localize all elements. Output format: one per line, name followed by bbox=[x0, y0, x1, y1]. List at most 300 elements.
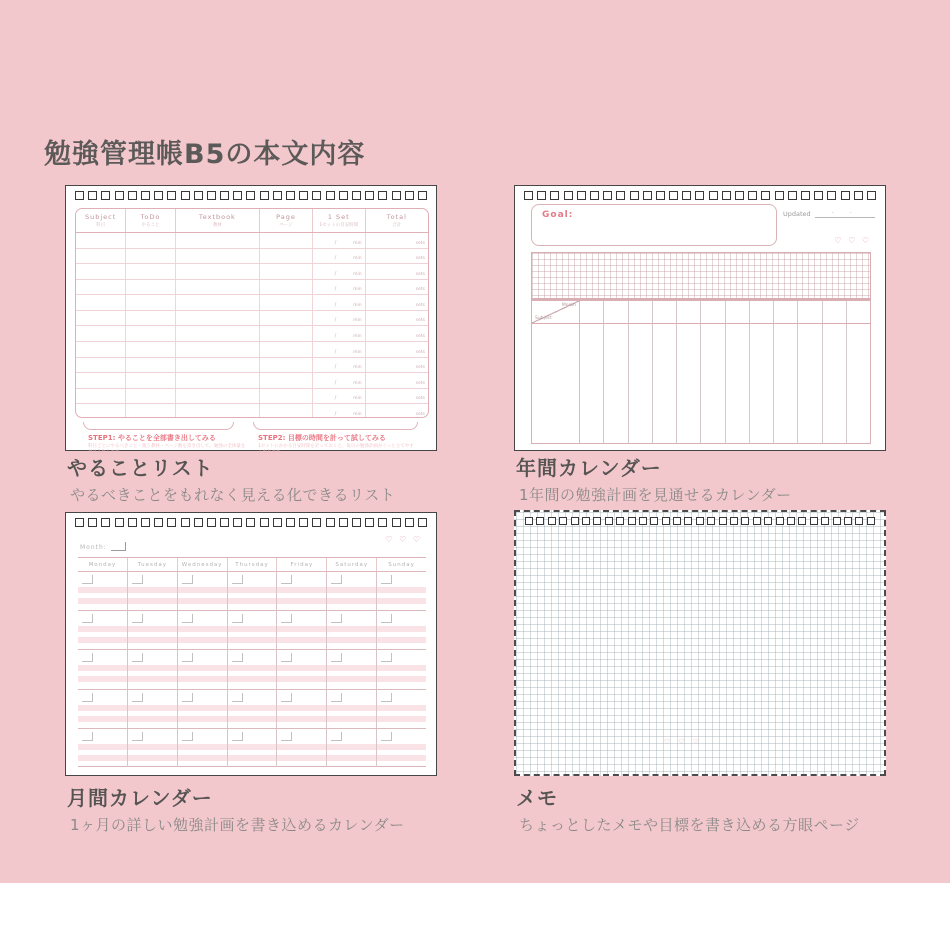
day-cell bbox=[277, 650, 327, 688]
binding-hole bbox=[833, 517, 841, 525]
todo-cell bbox=[126, 389, 175, 404]
binding-hole bbox=[590, 191, 599, 200]
binding-hole bbox=[405, 518, 414, 527]
column-label: Textbook bbox=[198, 213, 236, 221]
todo-cell: sets bbox=[415, 349, 425, 355]
todo-cell bbox=[260, 373, 313, 388]
todo-row bbox=[76, 264, 428, 280]
todo-cell bbox=[260, 295, 313, 310]
date-box bbox=[232, 732, 243, 741]
binding-hole bbox=[339, 191, 348, 200]
date-box bbox=[182, 614, 193, 623]
todo-cell: sets bbox=[415, 271, 425, 277]
binding-hole bbox=[656, 191, 665, 200]
date-box bbox=[182, 693, 193, 702]
binding-hole bbox=[536, 517, 544, 525]
binding-hole bbox=[286, 518, 295, 527]
goal-box bbox=[531, 204, 777, 246]
day-cell bbox=[277, 572, 327, 610]
binding-hole bbox=[801, 191, 810, 200]
todo-table bbox=[75, 208, 429, 418]
todo-cell bbox=[176, 373, 260, 388]
todo-cell bbox=[260, 264, 313, 279]
todo-cell: / min bbox=[313, 233, 366, 248]
column-sublabel: 科目 bbox=[96, 223, 106, 228]
binding-hole bbox=[684, 517, 692, 525]
binding-hole bbox=[246, 191, 255, 200]
binding-hole bbox=[673, 517, 681, 525]
day-cell bbox=[78, 729, 128, 767]
binding-hole bbox=[764, 517, 772, 525]
day-cell bbox=[78, 611, 128, 649]
todo-cell bbox=[126, 342, 175, 357]
binding-hole bbox=[75, 191, 84, 200]
date-box bbox=[132, 693, 143, 702]
month-input-box bbox=[111, 542, 126, 551]
binding-hole bbox=[352, 518, 361, 527]
todo-cell bbox=[76, 249, 126, 264]
binding-hole bbox=[867, 517, 875, 525]
binding-hole bbox=[709, 191, 718, 200]
binding-hole bbox=[326, 518, 335, 527]
binding-hole bbox=[867, 191, 876, 200]
todo-row bbox=[76, 389, 428, 405]
week-row bbox=[78, 611, 426, 650]
day-cell bbox=[377, 611, 426, 649]
todo-cell: / min bbox=[313, 389, 366, 404]
day-cell bbox=[178, 690, 228, 728]
todo-cell bbox=[126, 373, 175, 388]
memo-caption-title: メモ bbox=[516, 786, 558, 810]
binding-hole bbox=[844, 517, 852, 525]
binding-hole bbox=[405, 191, 414, 200]
binding-hole bbox=[299, 191, 308, 200]
date-box bbox=[232, 693, 243, 702]
memo-page-preview bbox=[514, 510, 886, 776]
date-box bbox=[132, 732, 143, 741]
todo-cell bbox=[76, 280, 126, 295]
date-box bbox=[232, 653, 243, 662]
column-label: ToDo bbox=[140, 213, 161, 221]
weekday-label: Saturday bbox=[327, 558, 377, 571]
binding-hole bbox=[775, 191, 784, 200]
binding-hole bbox=[669, 191, 678, 200]
goal-label: Goal: bbox=[542, 210, 574, 220]
todo-cell bbox=[126, 311, 175, 326]
todo-cell bbox=[126, 358, 175, 373]
binding-hole bbox=[220, 191, 229, 200]
todo-cell: sets bbox=[415, 396, 425, 402]
binding-hole bbox=[616, 517, 624, 525]
step2-note: 1セットにかかる目安時間を計っておくと、毎日の勉強計画がぐっと立てやすくなります。 bbox=[258, 444, 414, 455]
todo-cell bbox=[76, 311, 126, 326]
todo-cell: sets bbox=[415, 380, 425, 386]
day-cell bbox=[377, 729, 426, 767]
todo-cell bbox=[260, 280, 313, 295]
binding-hole bbox=[181, 518, 190, 527]
todo-cell bbox=[176, 326, 260, 341]
week-row bbox=[78, 650, 426, 689]
todo-cell bbox=[76, 264, 126, 279]
day-cell bbox=[228, 611, 278, 649]
binding-hole bbox=[141, 191, 150, 200]
todo-row bbox=[76, 280, 428, 296]
todo-cell bbox=[76, 295, 126, 310]
date-box bbox=[132, 614, 143, 623]
date-box bbox=[232, 575, 243, 584]
todo-cell bbox=[126, 264, 175, 279]
step1-note: 科目ごとにやるべきこと・使う教材・ページ数を書き出して、勉強の全体量を見える化します。 bbox=[88, 444, 246, 455]
binding-hole bbox=[273, 191, 282, 200]
todo-cell bbox=[260, 249, 313, 264]
date-box bbox=[182, 653, 193, 662]
day-cell bbox=[128, 650, 178, 688]
todo-row bbox=[76, 404, 428, 418]
todo-table-header bbox=[76, 209, 428, 233]
weekday-label: Sunday bbox=[388, 561, 415, 568]
binding-hole bbox=[233, 191, 242, 200]
binding-hole bbox=[761, 191, 770, 200]
binding-hole bbox=[524, 191, 533, 200]
date-box bbox=[82, 614, 93, 623]
binding-hole bbox=[167, 191, 176, 200]
day-cell bbox=[377, 572, 426, 610]
binding-hole bbox=[194, 191, 203, 200]
binding-hole bbox=[365, 518, 374, 527]
weekday-label: Wednesday bbox=[178, 558, 228, 571]
binding-hole bbox=[154, 518, 163, 527]
yearly-header-line bbox=[532, 323, 870, 324]
month-subject-corner-cell bbox=[532, 301, 579, 323]
day-cell bbox=[277, 690, 327, 728]
todo-cell bbox=[76, 358, 126, 373]
day-cell bbox=[327, 611, 377, 649]
day-cell bbox=[277, 729, 327, 767]
binding-hole bbox=[787, 517, 795, 525]
column-label: Page bbox=[276, 213, 296, 221]
binding-hole bbox=[88, 191, 97, 200]
column-sublabel: 教材 bbox=[212, 223, 222, 228]
updated-field bbox=[783, 210, 875, 218]
todo-cell bbox=[126, 295, 175, 310]
day-cell bbox=[327, 572, 377, 610]
day-cell bbox=[377, 650, 426, 688]
monthly-caption-title: 月間カレンダー bbox=[67, 786, 213, 810]
date-box bbox=[331, 575, 342, 584]
todo-cell: / min bbox=[313, 326, 366, 341]
binding-hole bbox=[365, 191, 374, 200]
binding-hole bbox=[603, 191, 612, 200]
date-box bbox=[82, 653, 93, 662]
binding-hole bbox=[719, 517, 727, 525]
todo-row bbox=[76, 358, 428, 374]
todo-cell bbox=[176, 295, 260, 310]
binding-hole bbox=[776, 517, 784, 525]
date-box bbox=[281, 693, 292, 702]
binding-hole bbox=[798, 517, 806, 525]
column-label: Subject bbox=[85, 213, 117, 221]
todo-cell bbox=[76, 233, 126, 248]
date-box bbox=[331, 693, 342, 702]
binding-hole bbox=[207, 191, 216, 200]
todo-cell: sets bbox=[415, 365, 425, 371]
todo-cell bbox=[126, 280, 175, 295]
heart-icons: ♡ ♡ ♡ bbox=[385, 535, 422, 544]
monthly-calendar-table bbox=[78, 557, 426, 767]
month-label: Month: bbox=[80, 544, 107, 551]
binding-hole bbox=[418, 518, 427, 527]
date-box bbox=[132, 575, 143, 584]
day-cell bbox=[327, 650, 377, 688]
todo-cell: / min bbox=[313, 311, 366, 326]
binding-hole bbox=[855, 517, 863, 525]
yearly-table bbox=[531, 300, 871, 444]
weekday-label: Friday bbox=[277, 558, 327, 571]
todo-cell bbox=[260, 404, 313, 418]
day-cell bbox=[128, 611, 178, 649]
binding-hole bbox=[650, 517, 658, 525]
page-title: 勉強管理帳B5の本文内容 bbox=[44, 139, 366, 170]
binding-hole bbox=[682, 191, 691, 200]
todo-caption-title: やることリスト bbox=[67, 456, 214, 480]
binding-hole bbox=[378, 518, 387, 527]
todo-cell: / min bbox=[313, 264, 366, 279]
todo-cell bbox=[176, 389, 260, 404]
column-sublabel: 1セットの目安時間 bbox=[319, 223, 359, 228]
todo-cell bbox=[176, 342, 260, 357]
binding-hole bbox=[101, 191, 110, 200]
todo-cell bbox=[76, 326, 126, 341]
updated-date-line: ·· bbox=[815, 210, 875, 218]
column-sublabel: ページ bbox=[279, 223, 293, 228]
date-box bbox=[331, 614, 342, 623]
weekday-label: Monday bbox=[78, 558, 128, 571]
date-box bbox=[381, 653, 392, 662]
day-cell bbox=[327, 690, 377, 728]
weekday-header bbox=[78, 558, 426, 572]
day-cell bbox=[228, 572, 278, 610]
todo-row bbox=[76, 373, 428, 389]
todo-cell bbox=[176, 233, 260, 248]
date-box bbox=[82, 732, 93, 741]
binding-hole bbox=[821, 517, 829, 525]
binding-hole bbox=[378, 191, 387, 200]
spiral-binding bbox=[524, 191, 876, 200]
binding-hole bbox=[753, 517, 761, 525]
corner-subject-label: Subject bbox=[535, 316, 552, 321]
day-cell bbox=[228, 729, 278, 767]
binding-hole bbox=[593, 517, 601, 525]
step1-label: STEP1: やることを全部書き出してみる bbox=[88, 434, 216, 442]
week-row bbox=[78, 572, 426, 611]
todo-row bbox=[76, 342, 428, 358]
todo-cell bbox=[76, 373, 126, 388]
todo-cell: sets bbox=[415, 411, 425, 417]
binding-hole bbox=[220, 518, 229, 527]
binding-hole bbox=[141, 518, 150, 527]
binding-hole bbox=[748, 191, 757, 200]
binding-hole bbox=[339, 518, 348, 527]
monthly-caption-subtitle: 1ヶ月の詳しい勉強計画を書き込めるカレンダー bbox=[70, 816, 405, 834]
yearly-caption-subtitle: 1年間の勉強計画を見通せるカレンダー bbox=[519, 486, 792, 504]
todo-column-header bbox=[126, 209, 175, 232]
todo-cell: sets bbox=[415, 334, 425, 340]
binding-hole bbox=[550, 191, 559, 200]
day-cell bbox=[228, 690, 278, 728]
todo-cell bbox=[176, 404, 260, 418]
todo-cell bbox=[176, 358, 260, 373]
binding-hole bbox=[260, 191, 269, 200]
binding-hole bbox=[75, 518, 84, 527]
todo-cell bbox=[176, 280, 260, 295]
date-box bbox=[381, 575, 392, 584]
binding-hole bbox=[299, 518, 308, 527]
todo-cell bbox=[260, 311, 313, 326]
todo-cell: sets bbox=[415, 256, 425, 262]
column-label: 1 Set bbox=[327, 213, 350, 221]
todo-cell: sets bbox=[415, 318, 425, 324]
heart-icons: ♡ ♡ ♡ bbox=[834, 236, 871, 245]
monthly-calendar-page-preview bbox=[65, 512, 437, 776]
binding-hole bbox=[695, 191, 704, 200]
binding-hole bbox=[722, 191, 731, 200]
day-cell bbox=[178, 650, 228, 688]
binding-hole bbox=[101, 518, 110, 527]
week-row bbox=[78, 729, 426, 767]
column-sublabel: やること bbox=[141, 223, 160, 228]
todo-row bbox=[76, 295, 428, 311]
todo-cell bbox=[76, 404, 126, 418]
todo-cell bbox=[76, 389, 126, 404]
binding-hole bbox=[814, 191, 823, 200]
day-cell bbox=[277, 611, 327, 649]
todo-cell bbox=[126, 249, 175, 264]
step1-brace bbox=[83, 422, 234, 430]
day-cell bbox=[178, 729, 228, 767]
todo-cell: / min bbox=[313, 280, 366, 295]
binding-hole bbox=[841, 191, 850, 200]
date-box bbox=[331, 732, 342, 741]
binding-hole bbox=[639, 517, 647, 525]
binding-hole bbox=[571, 517, 579, 525]
todo-cell: / min bbox=[313, 249, 366, 264]
todo-cell: / min bbox=[313, 373, 366, 388]
spiral-binding bbox=[75, 191, 427, 200]
binding-hole bbox=[352, 191, 361, 200]
day-cell bbox=[377, 690, 426, 728]
binding-hole bbox=[115, 518, 124, 527]
binding-hole bbox=[616, 191, 625, 200]
todo-cell bbox=[260, 358, 313, 373]
binding-hole bbox=[154, 191, 163, 200]
binding-hole bbox=[167, 518, 176, 527]
todo-caption-subtitle: やるべきことをもれなく見える化できるリスト bbox=[70, 486, 396, 504]
step2-label: STEP2: 目標の時間を計って試してみる bbox=[258, 434, 386, 442]
day-cell bbox=[78, 690, 128, 728]
weekday-label: Thursday bbox=[228, 558, 278, 571]
date-box bbox=[82, 693, 93, 702]
updated-label: Updated bbox=[783, 210, 811, 218]
memo-caption-subtitle: ちょっとしたメモや目標を書き込める方眼ページ bbox=[519, 816, 860, 834]
todo-cell: sets bbox=[415, 240, 425, 246]
memo-caption bbox=[516, 782, 860, 835]
weekday-label: Tuesday bbox=[128, 558, 178, 571]
binding-hole bbox=[115, 191, 124, 200]
binding-hole bbox=[312, 191, 321, 200]
day-cell bbox=[128, 690, 178, 728]
binding-hole bbox=[525, 517, 533, 525]
binding-hole bbox=[207, 518, 216, 527]
corner-month-label: Month bbox=[561, 303, 576, 308]
binding-hole bbox=[128, 518, 137, 527]
binding-hole bbox=[741, 517, 749, 525]
binding-hole bbox=[392, 518, 401, 527]
date-box bbox=[281, 732, 292, 741]
binding-hole bbox=[810, 517, 818, 525]
binding-hole bbox=[735, 191, 744, 200]
todo-row bbox=[76, 249, 428, 265]
todo-cell bbox=[176, 249, 260, 264]
todo-cell: sets bbox=[415, 302, 425, 308]
step2-brace bbox=[253, 422, 418, 430]
todo-column-header bbox=[76, 209, 126, 232]
todo-table-body bbox=[76, 233, 428, 418]
binding-hole bbox=[643, 191, 652, 200]
spiral-binding bbox=[525, 517, 875, 525]
day-cell bbox=[128, 729, 178, 767]
todo-cell bbox=[260, 233, 313, 248]
binding-hole bbox=[194, 518, 203, 527]
todo-cell: / min bbox=[313, 358, 366, 373]
binding-hole bbox=[286, 191, 295, 200]
todo-cell bbox=[76, 342, 126, 357]
binding-hole bbox=[630, 191, 639, 200]
day-cell bbox=[178, 611, 228, 649]
yearly-caption bbox=[516, 452, 792, 505]
yearly-caption-title: 年間カレンダー bbox=[516, 456, 662, 480]
heart-icons: ♡ ♡ ♡ bbox=[664, 738, 703, 746]
todo-cell bbox=[260, 342, 313, 357]
binding-hole bbox=[260, 518, 269, 527]
binding-hole bbox=[392, 191, 401, 200]
yearly-grid-band bbox=[531, 252, 871, 300]
date-box bbox=[381, 732, 392, 741]
binding-hole bbox=[582, 517, 590, 525]
todo-cell bbox=[176, 311, 260, 326]
day-cell bbox=[78, 572, 128, 610]
todo-cell bbox=[126, 326, 175, 341]
todo-cell: / min bbox=[313, 295, 366, 310]
date-box bbox=[281, 575, 292, 584]
todo-row bbox=[76, 311, 428, 327]
date-box bbox=[232, 614, 243, 623]
date-box bbox=[182, 732, 193, 741]
date-box bbox=[381, 693, 392, 702]
binding-hole bbox=[88, 518, 97, 527]
month-field bbox=[80, 542, 126, 551]
column-sublabel: 合計 bbox=[392, 223, 402, 228]
date-box bbox=[331, 653, 342, 662]
binding-hole bbox=[559, 517, 567, 525]
column-label: Total bbox=[386, 213, 407, 221]
spiral-binding bbox=[75, 518, 427, 527]
todo-row bbox=[76, 233, 428, 249]
binding-hole bbox=[548, 517, 556, 525]
binding-hole bbox=[273, 518, 282, 527]
todo-cell: / min bbox=[313, 404, 366, 418]
date-box bbox=[182, 575, 193, 584]
todo-list-page-preview bbox=[65, 185, 437, 455]
